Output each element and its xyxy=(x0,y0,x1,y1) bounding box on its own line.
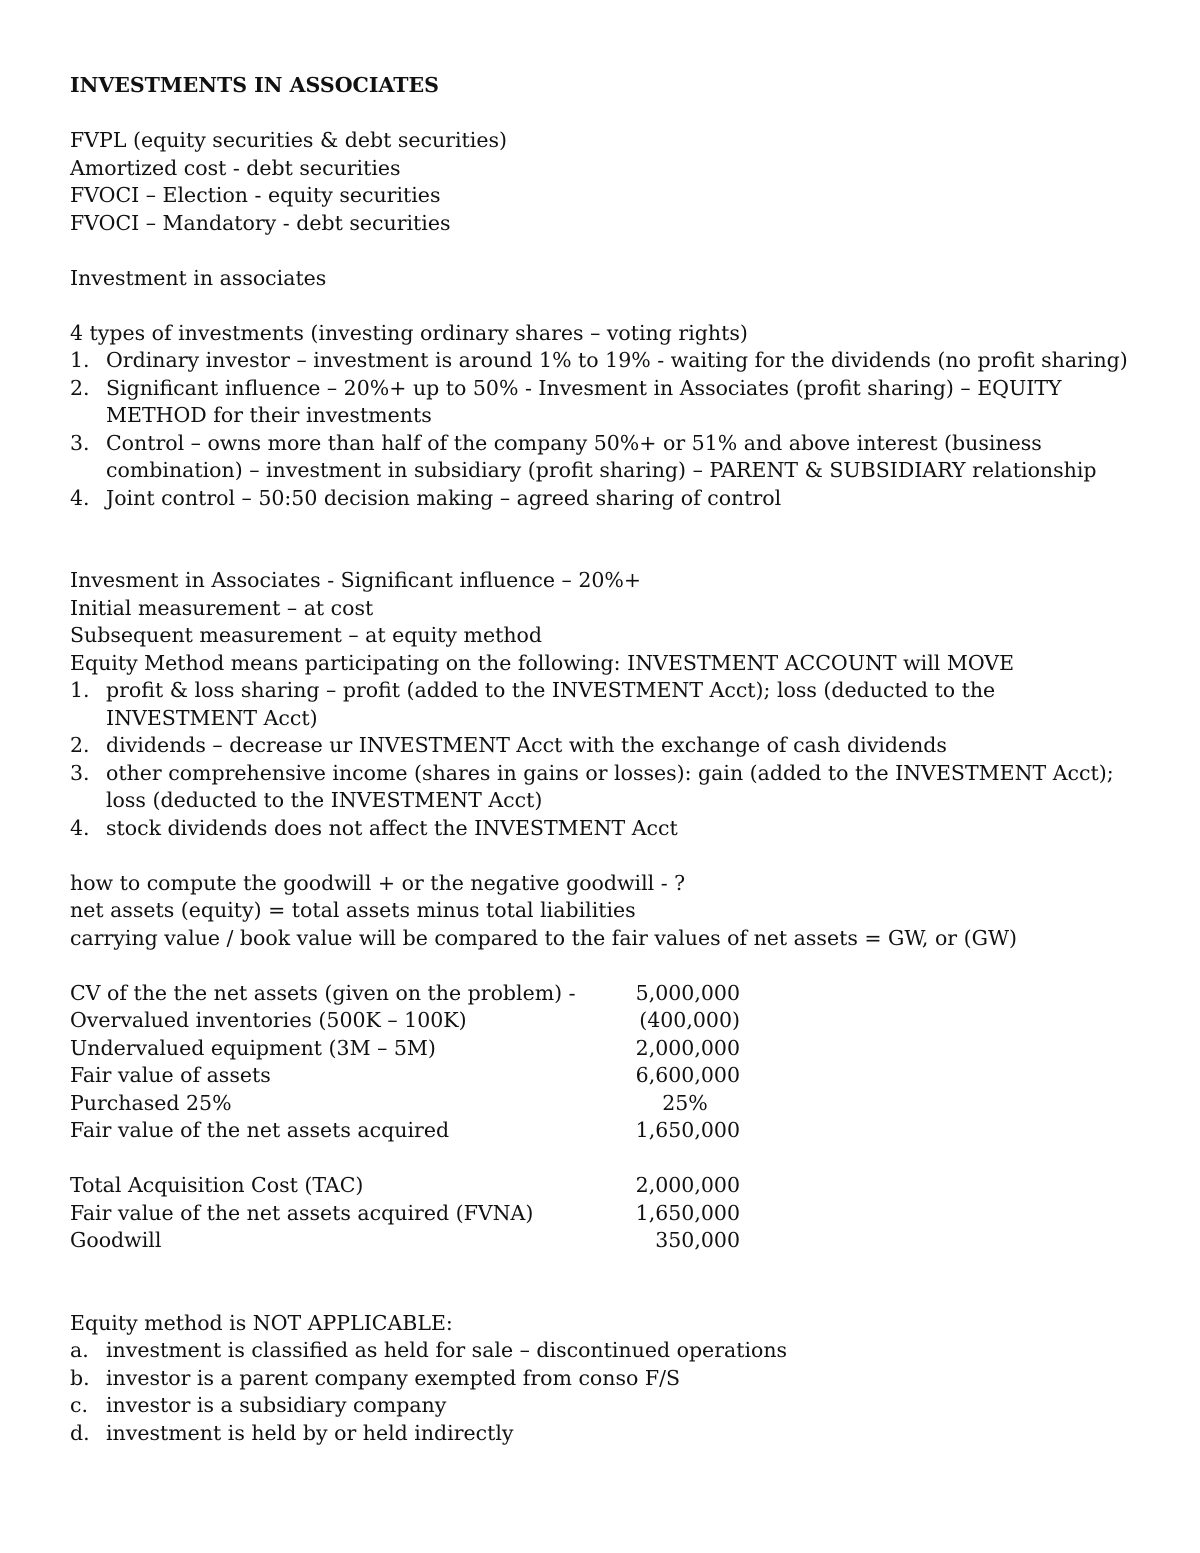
list-letter: c. xyxy=(70,1393,88,1417)
calc-label: Fair value of assets xyxy=(70,1063,271,1087)
list-number: 4. xyxy=(70,815,90,840)
calc-label: Total Acquisition Cost (TAC) xyxy=(70,1173,364,1197)
goodwill-line: net assets (equity) = total assets minus total liabilities xyxy=(70,898,636,922)
list-number: 1. xyxy=(70,348,90,372)
classification-line: FVOCI – Mandatory - debt securities xyxy=(70,210,451,235)
list-text: Ordinary investor – investment is around 1% to 19% - waiting for the dividends (no profit sharing) xyxy=(106,348,1128,372)
calc-value: 350,000 xyxy=(655,1228,740,1252)
calc-label: CV of the the net assets (given on the problem) - xyxy=(70,980,576,1005)
list-number: 3. xyxy=(70,430,90,455)
calc-value: 25% xyxy=(662,1090,708,1115)
list-text: Joint control – 50:50 decision making – agreed sharing of control xyxy=(106,485,782,510)
calc-label: Goodwill xyxy=(70,1228,162,1252)
list-text: stock dividends does not affect the INVESTMENT Acct xyxy=(106,815,678,840)
calc-label: Undervalued equipment (3M – 5M) xyxy=(70,1035,436,1060)
list-number: 4. xyxy=(70,485,90,510)
list-text: profit & loss sharing – profit (added to the INVESTMENT Acct); loss (deducted to the INVESTMENT Acct) xyxy=(106,678,996,730)
calc-value: (400,000) xyxy=(639,1008,740,1032)
classification-line: FVPL (equity securities & debt securities) xyxy=(70,128,507,152)
list-item xyxy=(70,1365,1130,1393)
goodwill-computation xyxy=(70,1172,1130,1255)
not-applicable-list xyxy=(70,1337,1130,1447)
list-text: investment is held by or held indirectly xyxy=(106,1420,514,1445)
list-item xyxy=(70,760,1130,815)
list-item xyxy=(70,677,1130,732)
calc-label: Overvalued inventories (500K – 100K) xyxy=(70,1008,467,1032)
classification-line: FVOCI – Election - equity securities xyxy=(70,183,441,207)
document-content xyxy=(70,72,1130,1447)
associates-section xyxy=(70,567,1130,677)
list-item xyxy=(70,347,1130,375)
calc-value: 2,000,000 xyxy=(635,1173,740,1197)
associates-line: Invesment in Associates - Significant influence – 20%+ xyxy=(70,568,642,592)
list-letter: d. xyxy=(70,1420,90,1445)
list-item xyxy=(70,375,1130,430)
list-item xyxy=(70,430,1130,485)
goodwill-section xyxy=(70,870,1130,953)
calc-value: 5,000,000 xyxy=(635,980,740,1005)
list-number: 3. xyxy=(70,760,90,785)
associates-line: Equity Method means participating on the following: INVESTMENT ACCOUNT will MOVE xyxy=(70,650,1015,675)
list-letter: a. xyxy=(70,1338,89,1362)
types-heading: 4 types of investments (investing ordinary shares – voting rights) xyxy=(70,320,748,345)
calc-label: Fair value of the net assets acquired xyxy=(70,1118,450,1142)
list-number: 2. xyxy=(70,733,90,757)
list-text: Significant influence – 20%+ up to 50% - Invesment in Associates (profit sharing) – EQUITY METHOD for their investments xyxy=(106,375,1062,427)
calc-label: Fair value of the net assets acquired (FVNA) xyxy=(70,1200,534,1225)
list-letter: b. xyxy=(70,1365,90,1390)
calc-label: Purchased 25% xyxy=(70,1090,232,1115)
types-list xyxy=(70,347,1130,512)
list-item xyxy=(70,732,1130,760)
classification-list xyxy=(70,127,1130,237)
not-applicable-heading: Equity method is NOT APPLICABLE: xyxy=(70,1310,453,1335)
goodwill-line: carrying value / book value will be compared to the fair values of net assets = GW, or (GW) xyxy=(70,925,1018,950)
calc-value: 1,650,000 xyxy=(635,1118,740,1142)
list-text: dividends – decrease ur INVESTMENT Acct with the exchange of cash dividends xyxy=(106,733,947,757)
fair-value-computation xyxy=(70,980,1130,1145)
list-number: 1. xyxy=(70,678,90,702)
list-item xyxy=(70,815,1130,843)
calc-value: 2,000,000 xyxy=(635,1035,740,1060)
classification-line: Amortized cost - debt securities xyxy=(70,155,401,180)
goodwill-line: how to compute the goodwill + or the negative goodwill - ? xyxy=(70,870,686,895)
list-text: other comprehensive income (shares in gains or losses): gain (added to the INVESTMENT Acct); loss (deducted to the INVESTMENT Acct) xyxy=(106,760,1114,812)
calc-value: 6,600,000 xyxy=(635,1063,740,1087)
list-text: investor is a parent company exempted from conso F/S xyxy=(106,1365,681,1390)
list-item xyxy=(70,1392,1130,1420)
equity-method-list xyxy=(70,677,1130,842)
list-text: investment is classified as held for sale – discontinued operations xyxy=(106,1338,788,1362)
associates-line: Initial measurement – at cost xyxy=(70,595,374,620)
list-number: 2. xyxy=(70,375,90,400)
associates-line: Subsequent measurement – at equity method xyxy=(70,623,542,647)
list-text: investor is a subsidiary company xyxy=(106,1393,447,1417)
list-item xyxy=(70,1337,1130,1365)
list-item xyxy=(70,485,1130,513)
calc-value: 1,650,000 xyxy=(635,1200,740,1225)
list-text: Control – owns more than half of the company 50%+ or 51% and above interest (business combination) – investment in subsidiary (profit sharing) – PARENT & SUBSIDIARY relationship xyxy=(106,430,1097,482)
investment-heading: Investment in associates xyxy=(70,265,327,290)
page-title: INVESTMENTS IN ASSOCIATES xyxy=(70,73,439,97)
list-item xyxy=(70,1420,1130,1448)
